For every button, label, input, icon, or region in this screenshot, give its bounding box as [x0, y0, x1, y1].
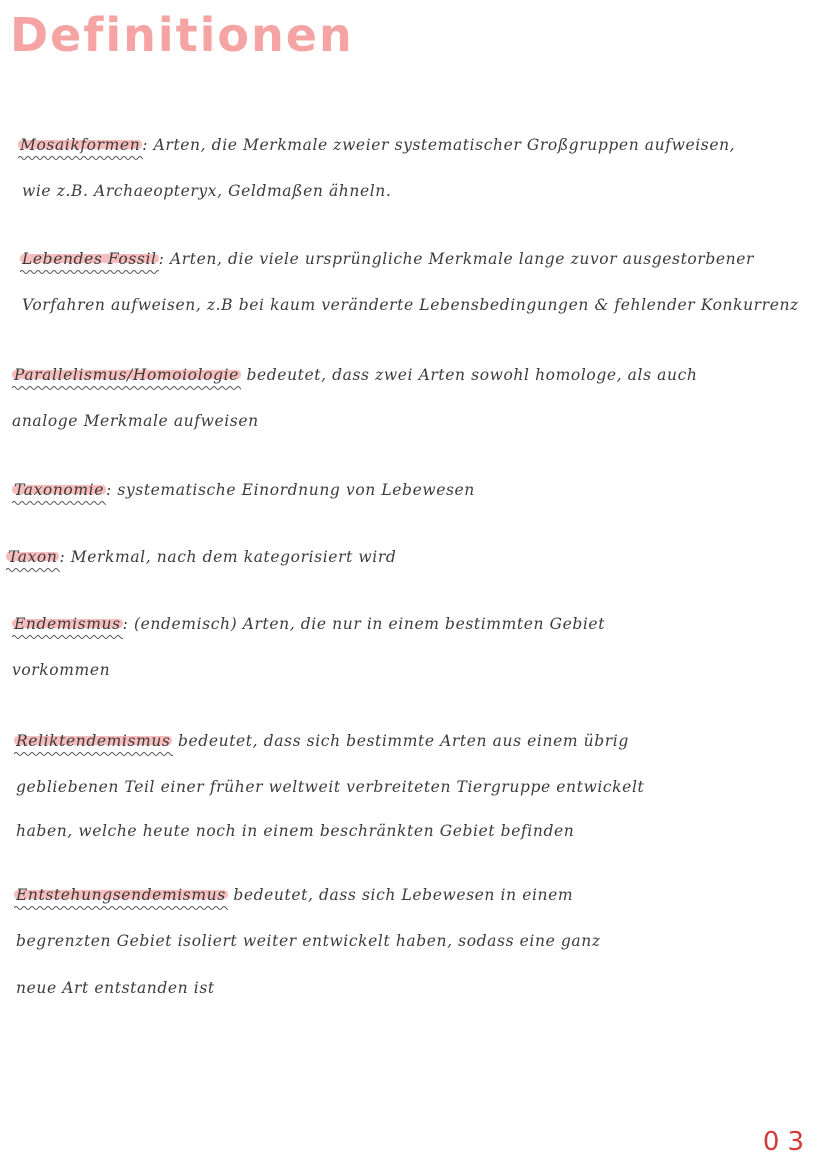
definition-term-text: Taxonomie: [14, 481, 104, 499]
term-separator: :: [142, 136, 149, 154]
definition-first-line: [18, 136, 735, 154]
term-wavy-underline: [12, 385, 241, 391]
definition-continuation-line: haben, welche heute noch in einem beschränkten Gebiet befinden: [16, 822, 575, 840]
definition-first-line: [12, 366, 697, 384]
definition-text: Arten, die viele ursprüngliche Merkmale lange zuvor ausgestorbener: [169, 250, 755, 268]
definition-text: Arten, die Merkmale zweier systematischer Großgruppen aufweisen,: [153, 136, 736, 154]
definition-term-text: Lebendes Fossil: [22, 250, 157, 268]
term-wavy-underline: [18, 155, 143, 161]
definition-first-line: [20, 250, 754, 268]
term-separator: :: [106, 481, 112, 499]
term-wavy-underline: [20, 269, 159, 275]
term-separator: :: [122, 615, 129, 633]
definition-term: [12, 481, 106, 499]
definition-term: [14, 886, 228, 904]
definition-term-text: Mosaikformen: [20, 136, 141, 154]
term-wavy-underline: [6, 567, 60, 573]
definition-term: [20, 250, 159, 268]
definition-term: [12, 615, 123, 633]
definition-first-line: [14, 886, 573, 904]
definition-continuation-line: vorkommen: [12, 661, 111, 679]
term-wavy-underline: [12, 634, 123, 640]
definition-term: [6, 548, 59, 566]
definition-term: [18, 136, 142, 154]
definition-continuation-line: analoge Merkmale aufweisen: [12, 412, 259, 430]
definition-term: [14, 732, 172, 750]
definition-term-text: Parallelismus/Homoiologie: [14, 366, 239, 384]
definition-term-text: Endemismus: [14, 615, 121, 633]
definition-text: (endemisch) Arten, die nur in einem bestimmten Gebiet: [134, 615, 606, 633]
definition-continuation-line: begrenzten Gebiet isoliert weiter entwickelt haben, sodass eine ganz: [16, 932, 601, 950]
definition-text: Merkmal, nach dem kategorisiert wird: [70, 548, 397, 566]
definition-term-text: Entstehungsendemismus: [16, 886, 226, 904]
term-wavy-underline: [12, 500, 106, 506]
definition-term: [12, 366, 241, 384]
page-number: 03: [762, 1127, 812, 1157]
term-separator: :: [158, 250, 165, 268]
term-wavy-underline: [14, 905, 228, 911]
definition-text: bedeutet, dass zwei Arten sowohl homologe, als auch: [246, 366, 698, 384]
definition-term-text: Reliktendemismus: [16, 732, 171, 750]
definition-term-text: Taxon: [8, 548, 58, 566]
definition-continuation-line: neue Art entstanden ist: [16, 979, 215, 997]
definition-text: systematische Einordnung von Lebewesen: [117, 481, 475, 499]
definition-first-line: [12, 615, 605, 633]
definition-first-line: [12, 481, 475, 499]
definition-continuation-line: Vorfahren aufweisen, z.B bei kaum veränderte Lebensbedingungen & fehlender Konkurrenz: [22, 296, 799, 314]
definition-continuation-line: gebliebenen Teil einer früher weltweit verbreiteten Tiergruppe entwickelt: [16, 778, 645, 796]
page-title: Definitionen: [10, 8, 354, 62]
definition-first-line: [6, 548, 396, 566]
definition-continuation-line: wie z.B. Archaeopteryx, Geldmaßen ähneln.: [22, 182, 392, 200]
definition-text: bedeutet, dass sich bestimmte Arten aus einem übrig: [178, 732, 629, 750]
term-separator: :: [59, 548, 66, 566]
definition-text: bedeutet, dass sich Lebewesen in einem: [233, 886, 574, 904]
term-wavy-underline: [14, 751, 173, 757]
definition-first-line: [14, 732, 629, 750]
